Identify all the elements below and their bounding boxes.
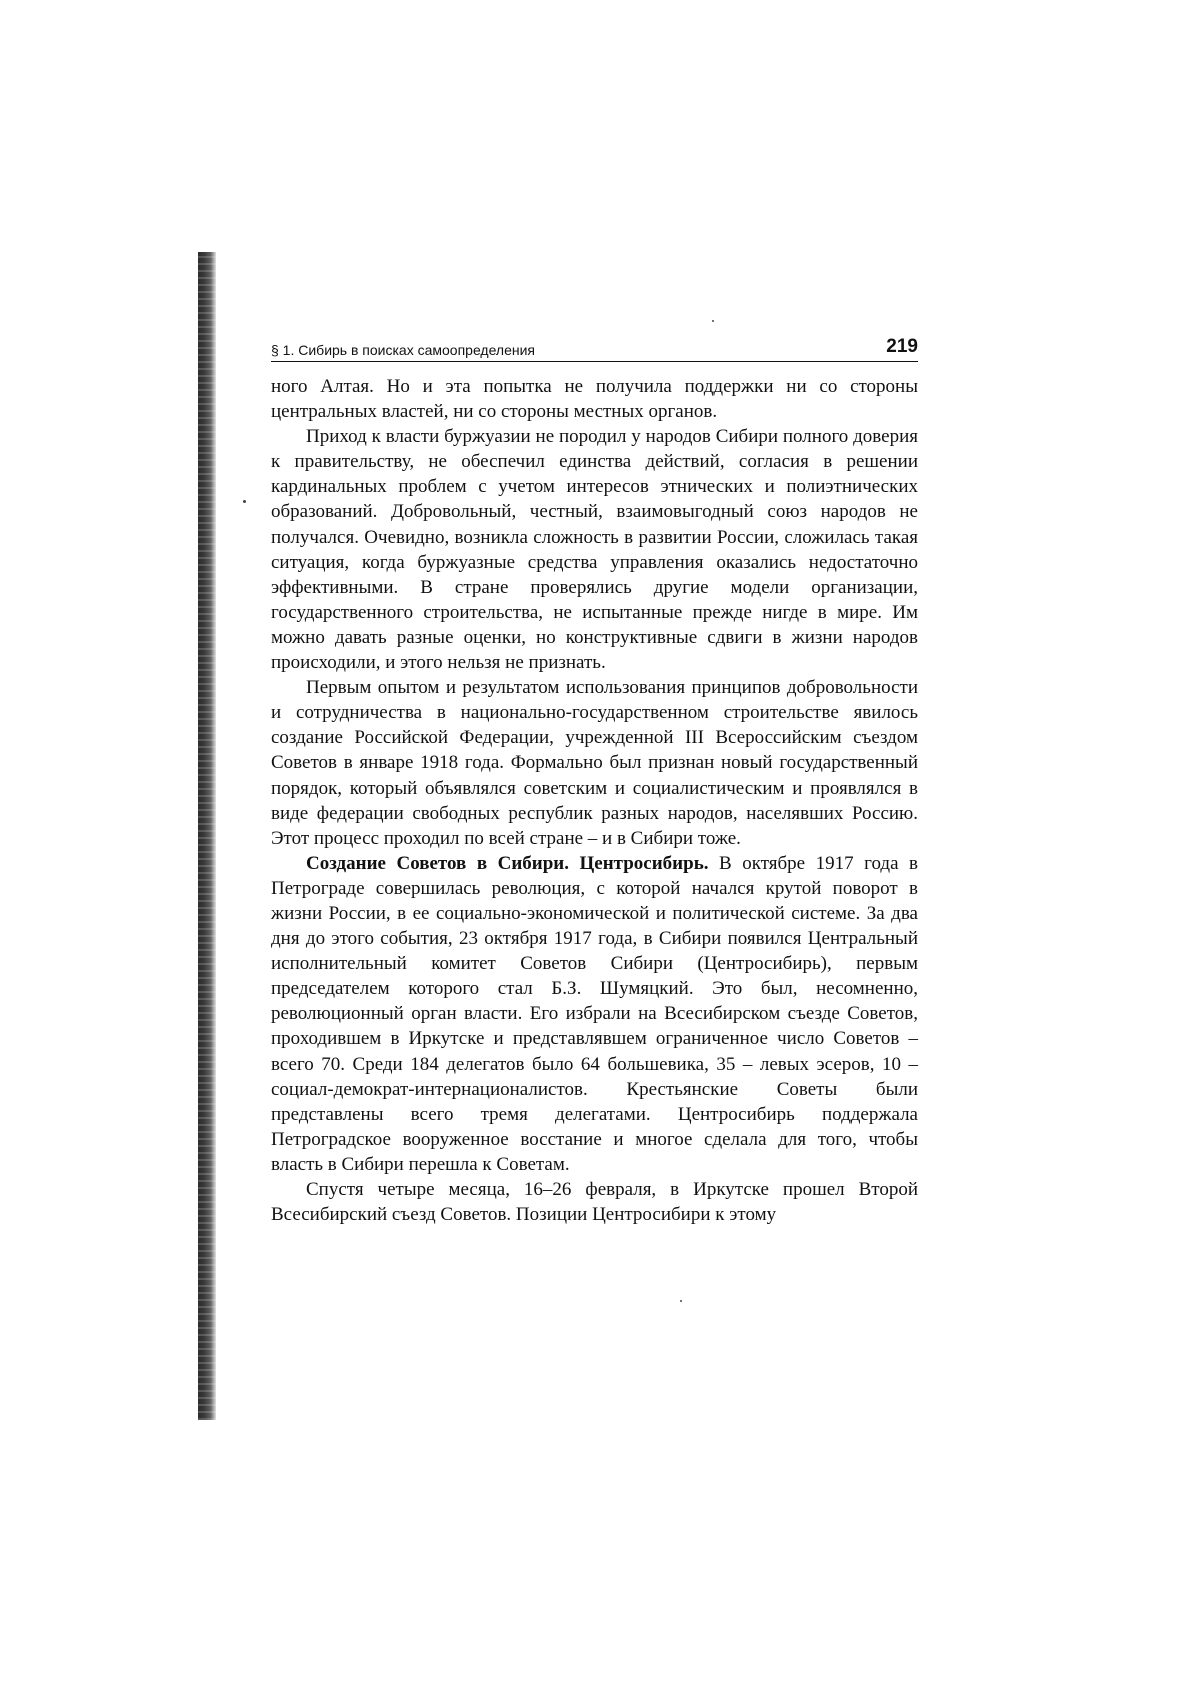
scan-binding-shadow [198, 252, 216, 1420]
section-heading-inline: Создание Советов в Сибири. Центросибирь. [306, 852, 709, 874]
paragraph-text: Приход к власти буржуазии не породил у народов Сибири полного доверия к правительству, не обеспечил единства действий, согласия в решении кардинальных проблем с учетом интересов этнических и полиэтнических образований. Добровольный, честный, взаимовыгодный союз народов не получался. Очевидно, возникла сложность в развитии России, сложилась такая ситуация, когда буржуазные средства управления оказались недостаточно эффективными. В стране проверялись другие модели организации, государственного строительства, не испытанные прежде нигде в мире. Им можно давать разные оценки, но конструктивные сдвиги в жизни народов происходили, и этого нельзя не признать. [271, 426, 918, 674]
paragraph-text: ного Алтая. Но и эта попытка не получила поддержки ни со стороны центральных властей, ни со стороны местных органов. [271, 376, 918, 423]
page-number: 219 [886, 336, 918, 357]
paragraph-text: В октябре 1917 года в Петрограде совершилась революция, с которой начался крутой поворот в жизни России, в ее социально-экономической и политической системе. За два дня до этого события, 23 октября 1917 года, в Сибири появился Центральный исполнительный комитет Советов Сибири (Центросибирь), первым председателем которого стал Б.З. Шумяцкий. Это был, несомненно, революционный орган власти. Его избрали на Всесибирском съезде Советов, проходившем в Иркутске и представлявшем ограниченное число Советов – всего 70. Среди 184 делегатов было 64 большевика, 35 – левых эсеров, 10 – социал-демократ-интернационалистов. Крестьянские Советы были представлены всего тремя делегатами. Центросибирь поддержала Петроградское вооруженное восстание и многое сделала для того, чтобы власть в Сибири перешла к Советам. [271, 852, 919, 1175]
book-page [271, 336, 918, 1227]
running-head [271, 336, 918, 362]
paragraph-text: Первым опытом и результатом использования принципов добровольности и сотрудничества в национально-государственном строительстве явилось создание Российской Федерации, учрежденной III Всероссийским съездом Советов в январе 1918 года. Формально был признан новый государственный порядок, который объявлялся советским и социалистическим и проявлялся в виде федерации свободных республик разных народов, населявших Россию. Этот процесс проходил по всей стране – и в Сибири тоже. [271, 677, 918, 849]
scan-speck [712, 320, 714, 322]
paragraph-1 [271, 374, 918, 424]
paragraph-text: Спустя четыре месяца, 16–26 февраля, в Иркутске прошел Второй Всесибирский съезд Советов. Позиции Центросибири к этому [271, 1179, 918, 1226]
paragraph-2 [271, 424, 918, 675]
paragraph-4 [271, 851, 918, 1177]
scan-speck [680, 1300, 682, 1302]
running-head-title: § 1. Сибирь в поисках самоопределения [271, 342, 536, 358]
paragraph-3 [271, 675, 918, 851]
paragraph-5 [271, 1177, 918, 1227]
scan-speck [243, 500, 246, 503]
